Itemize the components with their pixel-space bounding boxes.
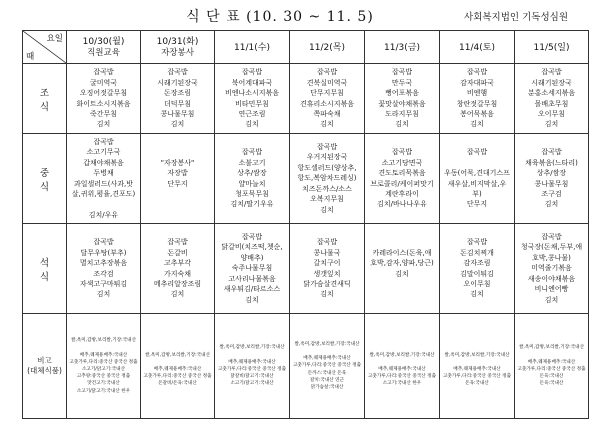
day-header <box>141 31 215 64</box>
menu-item: 달무우탕(부추) <box>80 248 127 257</box>
menu-item: 콩나물국 <box>313 248 341 257</box>
origin-note-line: 쌀,옥미,갑방,보리쌀,기장:국내산 <box>294 341 360 347</box>
origin-note-line: 쌀,옥미,갑방,보리쌀,기장:국내산 <box>369 352 435 358</box>
menu-item: 우거지된장국 <box>306 153 348 162</box>
day-header <box>67 31 141 64</box>
menu-item: 감자조림 <box>463 259 491 268</box>
menu-item: 화이트소시지볶음 <box>76 99 131 108</box>
origin-note-cell <box>365 314 440 419</box>
origin-note-line: 배추,퀘제용배추:국내산 <box>378 367 426 372</box>
origin-note-line <box>291 348 363 355</box>
day-event: 직원교육 <box>87 48 120 58</box>
menu-item: 김치 <box>395 120 409 129</box>
origin-note-line: 고춧가루,다리:중국산 중국산 정출 <box>367 374 437 380</box>
note-label <box>23 314 67 419</box>
menu-item: 가지숙채 <box>163 269 192 278</box>
day-date: 11/3(금) <box>384 42 420 53</box>
table-corner <box>23 31 67 64</box>
origin-note-line: 닭갈비/닭고기:국내산 <box>230 374 274 380</box>
menu-cell <box>515 224 589 314</box>
menu-item: 호박,콩나물) <box>532 253 571 262</box>
menu-item: 부) <box>472 189 482 198</box>
menu-cell <box>67 224 141 314</box>
note-label-line: (대체식품) <box>27 366 62 375</box>
menu-item <box>366 289 438 299</box>
menu-item: 만두국 <box>391 78 413 87</box>
menu-item: 자색고구마튀김 <box>79 279 128 288</box>
menu-item: 단무지 <box>167 179 188 188</box>
menu-item: 상추/쌈장 <box>536 169 567 178</box>
origin-note-line: 고춧가루,다리:중국산 중국산 정출 <box>217 367 287 372</box>
menu-cell <box>365 224 440 314</box>
menu-item <box>142 189 213 199</box>
origin-note-line: 닭가슴살:국내산 <box>310 385 344 390</box>
day-header <box>515 31 589 64</box>
menu-item: 숙주나물무침 <box>231 264 273 273</box>
menu-item: 잡곡밥 <box>167 68 188 77</box>
menu-cell <box>215 134 290 224</box>
origin-note-line: 고춧가루,다리:중국산 중국산 정출 <box>517 367 586 372</box>
menu-item: 김치 <box>544 120 559 129</box>
menu-item: 호박,감자,양파,당근) <box>370 259 434 268</box>
origin-note-line <box>441 344 513 351</box>
menu-item: 과일샐러드(사과,밧 <box>73 179 134 188</box>
menu-item: 몰배초무침 <box>534 99 569 108</box>
menu-item: 오이무침 <box>537 109 566 118</box>
menu-item: 오이무침 <box>463 279 491 288</box>
menu-item: 시래기된장국 <box>157 78 198 87</box>
origin-note-line: 고춧가루,다리:중국산 중국산 정출 <box>292 363 362 369</box>
menu-item: 생갯잎치 <box>313 269 341 278</box>
menu-item: 고추부각 <box>163 259 192 268</box>
origin-note-line: 돈육:국내산 <box>539 374 564 380</box>
origin-note-line <box>441 359 513 366</box>
origin-note-cell <box>141 314 215 419</box>
menu-item: 잡곡밥 <box>466 148 488 157</box>
menu-item: 김치 <box>320 120 334 129</box>
origin-note-line <box>142 359 213 366</box>
menu-item: 잡곡밥 <box>541 68 562 77</box>
menu-item: 고사리나물볶음 <box>228 274 276 283</box>
day-date: 10/30(월) <box>82 37 125 47</box>
menu-item: 뻥어포볶음 <box>385 89 419 98</box>
menu-item: 새우살,비지막살,우 <box>447 179 507 188</box>
day-header-row <box>23 31 589 64</box>
origin-note-line: 쌀,옥미,갑방,보리쌀,기장:국내산 <box>444 352 510 358</box>
menu-item: 카레라이스(돈육,애 <box>372 248 432 257</box>
origin-note-line <box>366 359 438 366</box>
menu-item: 새송이야채볶음 <box>527 274 576 283</box>
menu-item: 김치 <box>320 290 334 299</box>
menu-item: 비엔햄 <box>466 89 488 98</box>
menu-item: 견북실미역국 <box>306 78 348 87</box>
menu-item: 자장밥 <box>167 169 188 178</box>
origin-note-line: 쌀,옥미,갑방,보리쌀,기장:국내산 <box>144 352 211 358</box>
menu-item: 잡곡밥 <box>241 68 263 77</box>
menu-item: 잡곡밥 <box>316 143 338 152</box>
menu-item: 항도셀러드(양상추, <box>297 163 357 172</box>
menu-item: 잡곡밥 <box>93 238 114 247</box>
day-date: 11/1(수) <box>234 42 270 53</box>
origin-note-line <box>142 344 213 351</box>
origin-note-line: 소고기:국내산 한우 <box>382 381 422 387</box>
menu-item: 브로콜리/케이퍼맛기 <box>370 179 434 188</box>
origin-note-line <box>516 352 587 359</box>
menu-item: 시래기된장국 <box>531 78 572 87</box>
origin-note-line: 갈치:국내산 연근 <box>309 377 345 383</box>
menu-item: 견도토리묵볶음 <box>378 169 426 178</box>
origin-note-line: 쌀,옥미,갑방,보리쌀,기장:국내산 <box>70 338 137 344</box>
menu-item: 두병채 <box>93 169 114 178</box>
menu-item: 잡곡밥 <box>466 238 488 247</box>
menu-item: 새우튀김/타르소스 <box>223 285 281 294</box>
meal-label: 조 식 <box>23 64 67 134</box>
menu-item: 북어계대파국 <box>231 78 273 87</box>
menu-item: 잡곡밥 <box>241 233 263 242</box>
menu-cell <box>67 64 141 134</box>
origin-note-cell <box>67 314 141 419</box>
meal-label: 석 식 <box>23 224 67 314</box>
day-header <box>365 31 440 64</box>
menu-item <box>366 237 438 247</box>
menu-cell <box>290 224 365 314</box>
menu-item: 김치 <box>245 295 259 304</box>
menu-item: 돈장조림 <box>163 89 192 98</box>
menu-item: 굴미역국 <box>89 78 118 87</box>
origin-note-line: 소고기/닭고기:국내산 <box>81 367 126 372</box>
day-date: 11/4(토) <box>459 42 495 53</box>
menu-cell <box>67 134 141 224</box>
menu-item: 김치 <box>170 120 185 129</box>
meal-row-breakfast <box>23 64 589 134</box>
menu-item: 김치 <box>470 290 484 299</box>
menu-item: 소불고기 <box>238 158 266 167</box>
menu-item: 견휴리소시지볶음 <box>299 99 355 108</box>
page-title: 식 단 표 (10. 30 ~ 11. 5) <box>186 9 374 25</box>
menu-item: 더덕무침 <box>163 99 192 108</box>
menu-item: 채육볶음(느타리) <box>525 158 578 167</box>
menu-item: 상추/쌈장 <box>237 169 267 178</box>
menu-item: 김치 <box>96 290 111 299</box>
menu-item: 얄마늘치 <box>238 179 266 188</box>
menu-item: 살,귀위,평율,견포도) <box>71 189 136 198</box>
menu-item: 닭갈비(치즈떡,쳇순, <box>221 243 283 252</box>
note-label-line: 비고 <box>37 356 52 365</box>
origin-note-line: 배추,퀘제용배추:국내산 <box>453 367 501 372</box>
origin-note-line: 고춧가루,다리:중국산 중국산 정출 <box>442 374 512 380</box>
organization-name: 사회복지법인 기독성심원 <box>464 12 568 23</box>
menu-item: 닭가슴살견새딕 <box>303 279 351 288</box>
menu-item: 소고기당면국 <box>381 158 423 167</box>
menu-item: 김치 <box>544 295 559 304</box>
origin-note-line: 배추,퀘제용배추:국내산 <box>527 359 576 365</box>
day-date: 11/2(목) <box>309 42 345 53</box>
menu-item: 쪽파숙채 <box>313 109 341 118</box>
menu-cell <box>515 64 589 134</box>
menu-cell <box>141 64 215 134</box>
menu-item: 오징어젓갈무침 <box>79 89 128 98</box>
menu-item <box>68 199 139 209</box>
menu-item: 잡곡밥 <box>93 137 114 146</box>
menu-item: 조구검 <box>541 189 562 198</box>
menu-item: 소고기무국 <box>86 148 121 157</box>
menu-item: 메추리알장조림 <box>153 279 202 288</box>
note-row <box>23 314 589 419</box>
origin-note-line: 배추,퀘제용배추:국내산 <box>303 356 351 362</box>
menu-item: 계란후라이 <box>385 189 419 198</box>
menu-item: 청국장(돈채,두부,애 <box>520 243 583 252</box>
menu-cell <box>515 134 589 224</box>
menu-item: 김치 <box>395 269 409 278</box>
origin-note-line: 고춧가루,다리:중국산 중국산 정출 <box>143 374 212 380</box>
meal-row-lunch <box>23 134 589 224</box>
day-header <box>440 31 515 64</box>
menu-item: 갑채야채볶음 <box>83 158 124 167</box>
menu-table <box>22 30 589 419</box>
menu-item: 돈갈비 <box>167 248 188 257</box>
corner-day-label: 요일 <box>46 34 63 44</box>
origin-note-cell <box>290 314 365 419</box>
origin-note-line: 소고기/닭고기:국내산 한우 <box>76 388 131 394</box>
origin-note-cell <box>440 314 515 419</box>
menu-item: 비엔나소시지볶음 <box>224 89 280 98</box>
origin-note-line: 배추,퀘제용배추:국내산 <box>79 352 128 358</box>
menu-item: 김치/우유 <box>88 210 119 219</box>
origin-note-line: 쌀,옥미,갑방,보리쌀,기장:국내산 <box>219 345 285 351</box>
menu-item: 김치 <box>544 200 559 209</box>
menu-item: 콩나물무침 <box>534 179 569 188</box>
menu-item: 단무지무침 <box>310 89 344 98</box>
menu-item <box>142 199 213 209</box>
menu-item: 항도,복암차드레싱) <box>297 174 357 183</box>
menu-item: 잡곡밥 <box>391 68 413 77</box>
menu-item <box>441 158 513 168</box>
menu-item: 김치/바나나우유 <box>377 200 427 209</box>
menu-item: 비타민무침 <box>235 99 269 108</box>
origin-note-line: 돈육:국내산 <box>539 381 564 387</box>
menu-item <box>142 147 213 157</box>
origin-note-line: 배추,퀘제용배추:국내산 <box>228 359 276 365</box>
menu-cell <box>290 134 365 224</box>
menu-item: 잡곡밥 <box>316 68 338 77</box>
menu-item: 김치 <box>96 120 111 129</box>
menu-item: 김치 <box>320 205 334 214</box>
menu-item: 감자대파국 <box>460 78 494 87</box>
menu-item: 도라지무침 <box>385 109 419 118</box>
menu-item: 김치 <box>470 120 484 129</box>
day-header <box>290 31 365 64</box>
menu-item: 김치 <box>245 120 259 129</box>
menu-item: 잡곡밥 <box>391 148 413 157</box>
origin-note-line: 배추,퀘제용배추:국내산 <box>153 367 202 372</box>
menu-item: 미역줄기볶음 <box>531 264 572 273</box>
menu-item: 콩나물무침 <box>160 109 195 118</box>
menu-item: 양배추) <box>240 253 264 262</box>
meal-row-dinner <box>23 224 589 314</box>
meal-label: 중 식 <box>23 134 67 224</box>
menu-item: 멸치고추장볶음 <box>79 259 128 268</box>
day-date: 10/31(화) <box>156 37 199 47</box>
menu-cell <box>215 64 290 134</box>
menu-item: 오복지무침 <box>310 195 344 204</box>
menu-item: 단무지 <box>466 200 488 209</box>
menu-item: 김치/딸기우유 <box>230 200 274 209</box>
menu-item: 갈치구이 <box>313 259 341 268</box>
origin-note-line <box>216 352 288 359</box>
origin-note-cell <box>515 314 589 419</box>
page-header <box>0 0 600 30</box>
origin-note-line: 돈육:국내산 <box>465 381 489 387</box>
menu-cell <box>141 134 215 224</box>
menu-cell <box>141 224 215 314</box>
menu-cell <box>215 224 290 314</box>
menu-item: 김치 <box>170 290 185 299</box>
menu-cell <box>365 134 440 224</box>
day-date: 11/5(일) <box>533 42 570 53</box>
menu-item: 죽간무침 <box>89 109 118 118</box>
menu-item: 김말이튀김 <box>460 269 494 278</box>
menu-item: 비니엔어빵 <box>534 285 569 294</box>
origin-note-line: 고춧가루,다리:중국산 중국산 정출 <box>69 359 138 365</box>
menu-cell <box>440 224 515 314</box>
menu-item: 잡곡밥 <box>241 148 263 157</box>
menu-item <box>366 279 438 289</box>
menu-item: 조각검 <box>93 269 114 278</box>
menu-item: 분홍소세지볶음 <box>527 89 576 98</box>
menu-item: 잡곡밥 <box>541 233 562 242</box>
menu-item: 창란젓갈무침 <box>456 99 498 108</box>
origin-note-line: 쌀,옥미,갑방,보리쌀,기장:국내산 <box>518 345 585 351</box>
origin-note-line <box>68 344 139 351</box>
menu-item: 잡곡밥 <box>541 148 562 157</box>
origin-note-line: 맛건고기:국내산 <box>87 381 120 387</box>
menu-item: 치즈돈까스/소스 <box>302 184 352 193</box>
menu-cell <box>290 64 365 134</box>
menu-item: 우동(어묵,견대기스프 <box>444 169 510 178</box>
menu-item: "자장봉사" <box>160 158 195 167</box>
menu-item: 잡곡밥 <box>93 68 114 77</box>
menu-item: 꽃맛살야채볶음 <box>378 99 426 108</box>
corner-meal-label: 때 <box>26 52 35 62</box>
menu-item: 청포묵무침 <box>235 189 269 198</box>
menu-item: 잡곡밥 <box>167 238 188 247</box>
menu-item: 잡곡밥 <box>466 68 488 77</box>
origin-note-line: 돈갈비/돈육:국내산 <box>158 381 197 387</box>
origin-note-line: 고추양:중국산 중국산 정출 <box>76 374 131 380</box>
day-event: 자장봉사 <box>161 48 194 58</box>
menu-cell <box>365 64 440 134</box>
origin-note-line: 돈까스:국내산 돈육 <box>307 370 347 376</box>
origin-note-cell <box>215 314 290 419</box>
menu-item: 연근조림 <box>238 109 266 118</box>
menu-cell <box>440 64 515 134</box>
origin-note-line <box>366 344 438 351</box>
menu-cell <box>440 134 515 224</box>
day-header <box>215 31 290 64</box>
menu-item: 돈김치찌개 <box>460 248 494 257</box>
menu-item: 봉어묵볶음 <box>460 109 494 118</box>
menu-item: 잡곡밥 <box>316 238 338 247</box>
origin-note-line: 소고기/닭고기:국내산 <box>230 381 274 387</box>
